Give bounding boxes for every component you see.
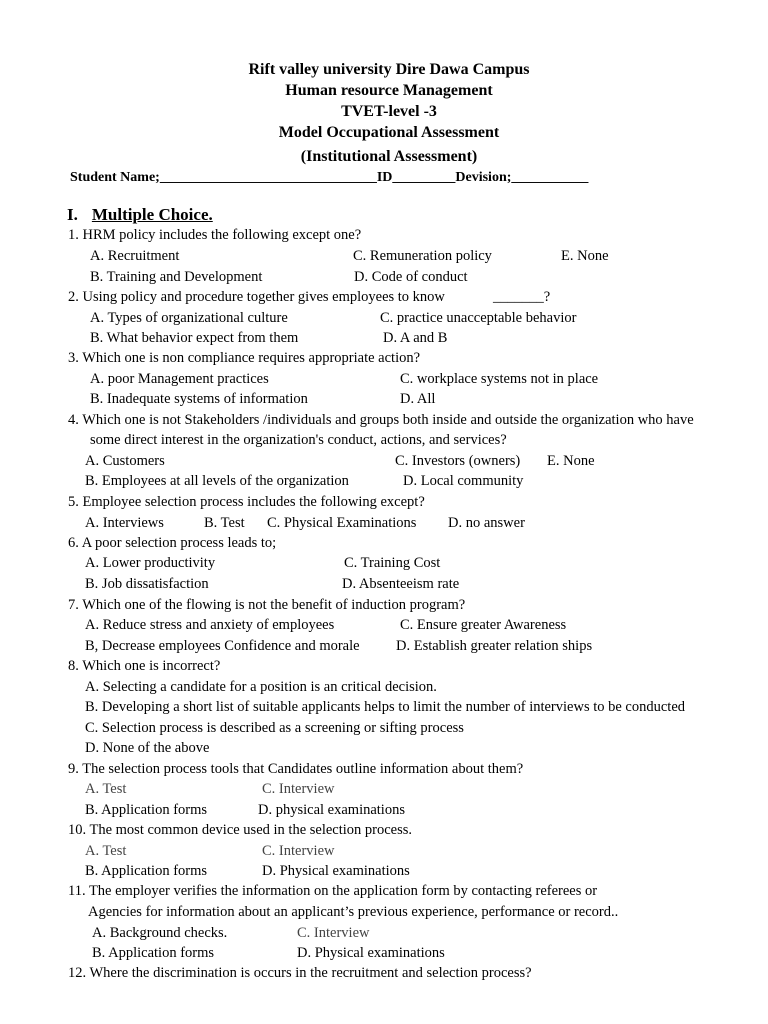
question-8: 8. Which one is incorrect? bbox=[68, 658, 221, 674]
question-10: 10. The most common device used in the selection process. bbox=[68, 822, 413, 838]
question-4-line-2: some direct interest in the organization's conduct, actions, and services? bbox=[90, 432, 507, 448]
q9-option-c: C. Interview bbox=[262, 781, 335, 797]
header-assessment: Model Occupational Assessment bbox=[278, 124, 500, 141]
q1-option-e: E. None bbox=[561, 248, 609, 264]
q10-option-b: B. Application forms bbox=[85, 863, 208, 879]
q9-option-b: B. Application forms bbox=[85, 802, 208, 818]
q6-option-d: D. Absenteeism rate bbox=[342, 576, 460, 592]
q3-option-a: A. poor Management practices bbox=[90, 371, 269, 387]
header-university: Rift valley university Dire Dawa Campus bbox=[248, 61, 530, 78]
q7-option-b: B, Decrease employees Confidence and morale bbox=[85, 638, 360, 654]
q8-option-a: A. Selecting a candidate for a position is an critical decision. bbox=[85, 679, 437, 695]
q2-option-c: C. practice unacceptable behavior bbox=[380, 310, 577, 326]
question-2: 2. Using policy and procedure together gives employees to know bbox=[68, 289, 445, 305]
student-info-line: Student Name;_______________________________ID_________Devision;___________ bbox=[70, 170, 589, 185]
question-1: 1. HRM policy includes the following except one? bbox=[68, 227, 362, 243]
q11-option-d: D. Physical examinations bbox=[297, 945, 445, 961]
q4-option-b: B. Employees at all levels of the organization bbox=[85, 473, 349, 489]
q2-option-b: B. What behavior expect from them bbox=[90, 330, 299, 346]
q1-option-d: D. Code of conduct bbox=[354, 269, 468, 285]
q1-option-c: C. Remuneration policy bbox=[353, 248, 492, 264]
q9-option-a: A. Test bbox=[85, 781, 127, 797]
q10-option-c: C. Interview bbox=[262, 843, 335, 859]
q3-option-d: D. All bbox=[400, 391, 436, 407]
question-12: 12. Where the discrimination is occurs in the recruitment and selection process? bbox=[68, 965, 532, 981]
q11-option-b: B. Application forms bbox=[92, 945, 215, 961]
q6-option-c: C. Training Cost bbox=[344, 555, 441, 571]
q4-option-c: C. Investors (owners) bbox=[395, 453, 521, 469]
q2-option-d: D. A and B bbox=[383, 330, 448, 346]
question-6: 6. A poor selection process leads to; bbox=[68, 535, 277, 551]
section-number: I. bbox=[67, 205, 78, 224]
q7-option-c: C. Ensure greater Awareness bbox=[400, 617, 567, 633]
q8-option-c: C. Selection process is described as a screening or sifting process bbox=[85, 720, 464, 736]
q8-option-b: B. Developing a short list of suitable applicants helps to limit the number of interviews to be conducted bbox=[85, 699, 686, 715]
q5-option-c: C. Physical Examinations bbox=[267, 515, 417, 531]
question-5: 5. Employee selection process includes the following except? bbox=[68, 494, 425, 510]
question-9: 9. The selection process tools that Candidates outline information about them? bbox=[68, 761, 524, 777]
q4-option-e: E. None bbox=[547, 453, 595, 469]
q3-option-b: B. Inadequate systems of information bbox=[90, 391, 308, 407]
q10-option-a: A. Test bbox=[85, 843, 127, 859]
question-4-line-1: 4. Which one is not Stakeholders /individuals and groups both inside and outside the organization who have bbox=[68, 412, 694, 428]
section-heading bbox=[67, 205, 213, 225]
q4-option-d: D. Local community bbox=[403, 473, 524, 489]
q7-option-d: D. Establish greater relation ships bbox=[396, 638, 593, 654]
q10-option-d: D. Physical examinations bbox=[262, 863, 410, 879]
q1-option-b: B. Training and Development bbox=[90, 269, 263, 285]
header-level: TVET-level -3 bbox=[341, 103, 437, 120]
q2-blank: _______? bbox=[493, 289, 551, 305]
q11-option-a: A. Background checks. bbox=[92, 925, 228, 941]
q9-option-d: D. physical examinations bbox=[258, 802, 405, 818]
q6-option-b: B. Job dissatisfaction bbox=[85, 576, 209, 592]
question-7: 7. Which one of the flowing is not the benefit of induction program? bbox=[68, 597, 466, 613]
q5-option-d: D. no answer bbox=[448, 515, 525, 531]
q5-option-b: B. Test bbox=[204, 515, 245, 531]
q3-option-c: C. workplace systems not in place bbox=[400, 371, 599, 387]
q2-option-a: A. Types of organizational culture bbox=[90, 310, 288, 326]
q1-option-a: A. Recruitment bbox=[90, 248, 180, 264]
section-title: Multiple Choice. bbox=[91, 205, 213, 224]
q6-option-a: A. Lower productivity bbox=[85, 555, 216, 571]
question-11-line-1: 11. The employer verifies the information on the application form by contacting referees or bbox=[68, 883, 598, 899]
q7-option-a: A. Reduce stress and anxiety of employees bbox=[85, 617, 335, 633]
header-institutional: (Institutional Assessment) bbox=[300, 148, 478, 165]
header-course: Human resource Management bbox=[285, 82, 493, 99]
q4-option-a: A. Customers bbox=[85, 453, 165, 469]
question-11-line-2: Agencies for information about an applicant’s previous experience, performance or record.. bbox=[88, 904, 619, 920]
q11-option-c: C. Interview bbox=[297, 925, 370, 941]
question-3: 3. Which one is non compliance requires appropriate action? bbox=[68, 350, 421, 366]
q8-option-d: D. None of the above bbox=[85, 740, 210, 756]
q5-option-a: A. Interviews bbox=[85, 515, 164, 531]
